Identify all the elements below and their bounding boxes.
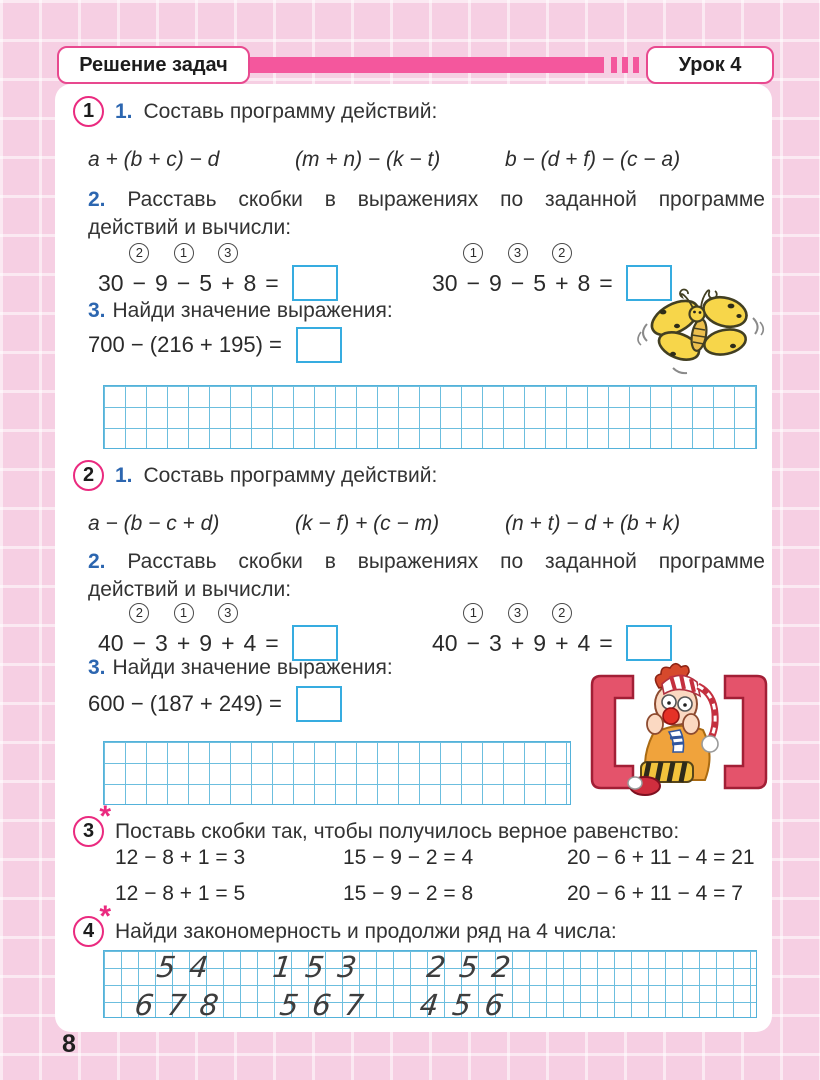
operator: 1 − bbox=[177, 270, 190, 297]
term: 9 bbox=[489, 269, 502, 296]
term: 4 bbox=[577, 629, 591, 656]
step-text: Составь программу действий: bbox=[143, 99, 438, 123]
term: 30 bbox=[432, 269, 458, 296]
lesson-label: Урок 4 bbox=[678, 53, 742, 76]
operator: 3 + bbox=[511, 630, 524, 657]
equals-sign: = bbox=[265, 629, 279, 656]
answer-box[interactable] bbox=[292, 265, 338, 301]
expression: (m + n) − (k − t) bbox=[295, 148, 441, 171]
puzzle-equation: 15 − 9 − 2 = 8 bbox=[343, 882, 474, 905]
answer-box[interactable] bbox=[296, 327, 342, 363]
writing-grid-task1[interactable] bbox=[103, 385, 757, 449]
butterfly-illustration bbox=[633, 280, 768, 378]
header-bar bbox=[246, 57, 604, 73]
puzzle-equation: 12 − 8 + 1 = 3 bbox=[115, 846, 246, 869]
term: 8 bbox=[243, 269, 257, 296]
task2-step2-instruction bbox=[88, 548, 765, 604]
order-circle: 1 bbox=[463, 243, 483, 263]
operator: 3 + bbox=[221, 630, 234, 657]
header-dash bbox=[622, 57, 628, 73]
handwritten-number: 678 bbox=[132, 988, 235, 1022]
operator: 1 + bbox=[177, 630, 190, 657]
order-circle: 1 bbox=[174, 603, 194, 623]
equation-right bbox=[432, 605, 672, 661]
term: 8 bbox=[577, 269, 591, 296]
step-text: Составь программу действий: bbox=[143, 463, 438, 487]
order-circle: 3 bbox=[508, 243, 528, 263]
handwritten-number: 456 bbox=[417, 988, 520, 1022]
task1-calc-row bbox=[88, 327, 342, 363]
instruction-line: действий и вычисли: bbox=[88, 578, 292, 601]
order-circle: 1 bbox=[174, 243, 194, 263]
term: 5 bbox=[533, 269, 547, 296]
instruction-line: Расставь скобки в выражениях по заданной программе bbox=[127, 550, 765, 573]
equals-sign: = bbox=[599, 629, 613, 656]
page-number: 8 bbox=[62, 1030, 76, 1058]
page-topic-label: Решение задач bbox=[79, 53, 228, 76]
puzzle-equation: 15 − 9 − 2 = 4 bbox=[343, 846, 474, 869]
order-circle: 2 bbox=[129, 603, 149, 623]
operator: 2 + bbox=[555, 630, 568, 657]
order-circle: 3 bbox=[508, 603, 528, 623]
task2-calc-row bbox=[88, 686, 342, 722]
operator: 2 + bbox=[555, 270, 568, 297]
expression: b − (d + f) − (c − a) bbox=[505, 148, 681, 171]
operator: 2 − bbox=[133, 630, 146, 657]
step-number: 3. bbox=[88, 656, 106, 679]
equals-sign: = bbox=[599, 269, 613, 296]
task1-step2-instruction bbox=[88, 186, 765, 242]
step-number: 2. bbox=[88, 188, 106, 211]
answer-box[interactable] bbox=[626, 625, 672, 661]
task3-heading bbox=[73, 800, 680, 847]
answer-box[interactable] bbox=[296, 686, 342, 722]
operator: 1 − bbox=[467, 270, 480, 297]
puzzle-equation: 20 − 6 + 11 − 4 = 7 bbox=[567, 882, 743, 905]
operator: 3 − bbox=[511, 270, 524, 297]
handwritten-number: 252 bbox=[424, 950, 527, 984]
task2-heading bbox=[73, 460, 437, 491]
equation-left bbox=[98, 245, 338, 301]
task4-heading bbox=[73, 900, 617, 947]
term: 4 bbox=[243, 629, 257, 656]
page-topic-badge bbox=[57, 46, 250, 84]
task3-number-circle: 3 * bbox=[73, 816, 104, 847]
instruction-line: действий и вычисли: bbox=[88, 216, 292, 239]
term: 5 bbox=[199, 269, 213, 296]
term: 30 bbox=[98, 269, 124, 296]
operator: 3 + bbox=[221, 270, 234, 297]
task4-number-circle: 4 * bbox=[73, 916, 104, 947]
task2-number-circle: 2 bbox=[73, 460, 104, 491]
expression: a − (b − c + d) bbox=[88, 512, 220, 535]
order-circle: 2 bbox=[552, 243, 572, 263]
calc-expression: 600 − (187 + 249) = bbox=[88, 691, 282, 716]
order-circle: 3 bbox=[218, 603, 238, 623]
term: 9 bbox=[199, 629, 213, 656]
term: 40 bbox=[98, 629, 124, 656]
operator: 1 − bbox=[467, 630, 480, 657]
header-dash bbox=[611, 57, 617, 73]
term: 3 bbox=[489, 629, 502, 656]
calc-expression: 700 − (216 + 195) = bbox=[88, 332, 282, 357]
step-text: Найди значение выражения: bbox=[112, 299, 393, 322]
task1-number-circle: 1 bbox=[73, 96, 104, 127]
task1-step3-heading bbox=[88, 299, 393, 323]
step-number: 2. bbox=[88, 550, 106, 573]
step-number: 1. bbox=[115, 99, 133, 123]
puzzle-equation: 20 − 6 + 11 − 4 = 21 bbox=[567, 846, 755, 869]
header-dash bbox=[633, 57, 639, 73]
difficulty-star: * bbox=[99, 900, 111, 933]
handwritten-number: 153 bbox=[270, 950, 373, 984]
term: 9 bbox=[533, 629, 547, 656]
equals-sign: = bbox=[265, 269, 279, 296]
handwritten-number: 567 bbox=[277, 988, 380, 1022]
expression: (n + t) − d + (b + k) bbox=[505, 512, 681, 535]
step-number: 1. bbox=[115, 463, 133, 487]
expression: a + (b + c) − d bbox=[88, 148, 220, 171]
step-number: 3. bbox=[88, 299, 106, 322]
term: 40 bbox=[432, 629, 458, 656]
order-circle: 2 bbox=[552, 603, 572, 623]
order-circle: 2 bbox=[129, 243, 149, 263]
step-text: Найди значение выражения: bbox=[112, 656, 393, 679]
operator: 2 − bbox=[133, 270, 146, 297]
writing-grid-task2[interactable] bbox=[103, 741, 571, 805]
order-circle: 3 bbox=[218, 243, 238, 263]
term: 9 bbox=[155, 269, 168, 296]
expression: (k − f) + (c − m) bbox=[295, 512, 440, 535]
instruction-line: Расставь скобки в выражениях по заданной программе bbox=[127, 188, 765, 211]
clown-illustration bbox=[583, 662, 773, 804]
handwritten-number: 54 bbox=[154, 950, 224, 984]
difficulty-star: * bbox=[99, 800, 111, 833]
task2-step3-heading bbox=[88, 656, 393, 680]
task1-heading bbox=[73, 96, 437, 127]
order-circle: 1 bbox=[463, 603, 483, 623]
task4-text: Найди закономерность и продолжи ряд на 4 числа: bbox=[115, 919, 617, 943]
worksheet-card bbox=[55, 84, 772, 1032]
lesson-badge bbox=[646, 46, 774, 84]
term: 3 bbox=[155, 629, 168, 656]
puzzle-equation: 12 − 8 + 1 = 5 bbox=[115, 882, 246, 905]
task3-text: Поставь скобки так, чтобы получилось верное равенство: bbox=[115, 819, 680, 843]
